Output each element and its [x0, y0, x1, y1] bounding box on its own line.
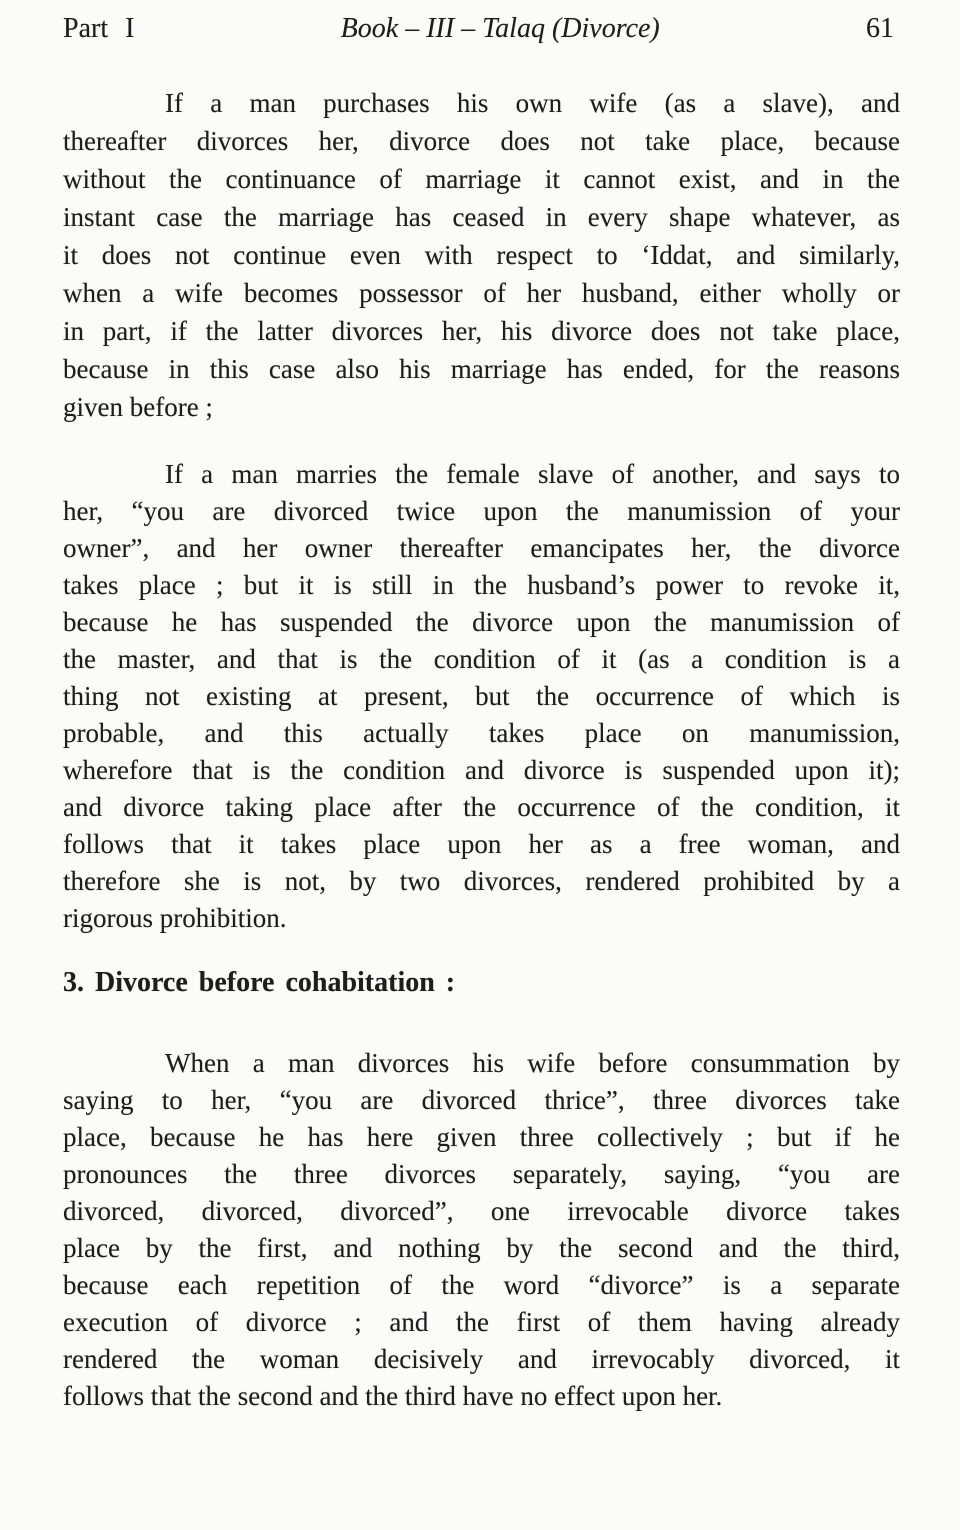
text-line: because he has suspended the divorce upon the manumission of — [63, 607, 900, 637]
text-line: rigorous prohibition. — [63, 903, 287, 933]
text-line: it does not continue even with respect to ‘Iddat, and similarly, — [63, 240, 900, 270]
text-line: her, “you are divorced twice upon the manumission of your — [63, 496, 900, 526]
text-line: instant case the marriage has ceased in every shape whatever, as — [63, 202, 900, 232]
text-line: place by the first, and nothing by the second and the third, — [63, 1233, 900, 1263]
page-body — [0, 84, 960, 1415]
text-line: follows that it takes place upon her as a free woman, and — [63, 829, 900, 859]
text-line: without the continuance of marriage it cannot exist, and in the — [63, 164, 900, 194]
paragraph-divorce-before-cohabitation — [63, 1045, 900, 1415]
text-line: wherefore that is the condition and divorce is suspended upon it); — [63, 755, 900, 785]
book-title: Book – III – Talaq (Divorce) — [340, 13, 660, 44]
text-line: If a man purchases his own wife (as a slave), and — [165, 88, 900, 118]
text-line: in part, if the latter divorces her, his divorce does not take place, — [63, 316, 900, 346]
text-line: takes place ; but it is still in the husband’s power to revoke it, — [63, 570, 900, 600]
text-line: and divorce taking place after the occurrence of the condition, it — [63, 792, 900, 822]
text-line: thing not existing at present, but the occurrence of which is — [63, 681, 900, 711]
text-line: when a wife becomes possessor of her husband, either wholly or — [63, 278, 900, 308]
text-line: rendered the woman decisively and irrevocably divorced, it — [63, 1344, 900, 1374]
page-header — [0, 0, 960, 48]
text-line: thereafter divorces her, divorce does not take place, because — [63, 126, 900, 156]
text-line: saying to her, “you are divorced thrice”, three divorces take — [63, 1085, 900, 1115]
text-line: given before ; — [63, 392, 213, 422]
page-number: 61 — [865, 13, 894, 44]
text-line: When a man divorces his wife before consummation by — [165, 1048, 900, 1078]
text-line: pronounces the three divorces separately, saying, “you are — [63, 1159, 900, 1189]
text-line: probable, and this actually takes place on manumission, — [63, 718, 900, 748]
text-line: because in this case also his marriage has ended, for the reasons — [63, 354, 900, 384]
section-heading-divorce-before-cohabitation: 3. Divorce before cohabitation : — [63, 967, 456, 998]
text-line: follows that the second and the third have no effect upon her. — [63, 1381, 723, 1411]
text-line: because each repetition of the word “divorce” is a separate — [63, 1270, 900, 1300]
text-line: execution of divorce ; and the first of them having already — [63, 1307, 900, 1337]
text-line: divorced, divorced, divorced”, one irrevocable divorce takes — [63, 1196, 900, 1226]
part-label: Part I — [63, 13, 135, 44]
paragraph-divorce-of-purchased-wife — [63, 84, 900, 426]
text-line: the master, and that is the condition of it (as a condition is a — [63, 644, 900, 674]
text-line: If a man marries the female slave of another, and says to — [165, 459, 900, 489]
paragraph-divorce-on-manumission — [63, 456, 900, 937]
text-line: owner”, and her owner thereafter emancipates her, the divorce — [63, 533, 900, 563]
text-line: therefore she is not, by two divorces, rendered prohibited by a — [63, 866, 900, 896]
text-line: place, because he has here given three collectively ; but if he — [63, 1122, 900, 1152]
